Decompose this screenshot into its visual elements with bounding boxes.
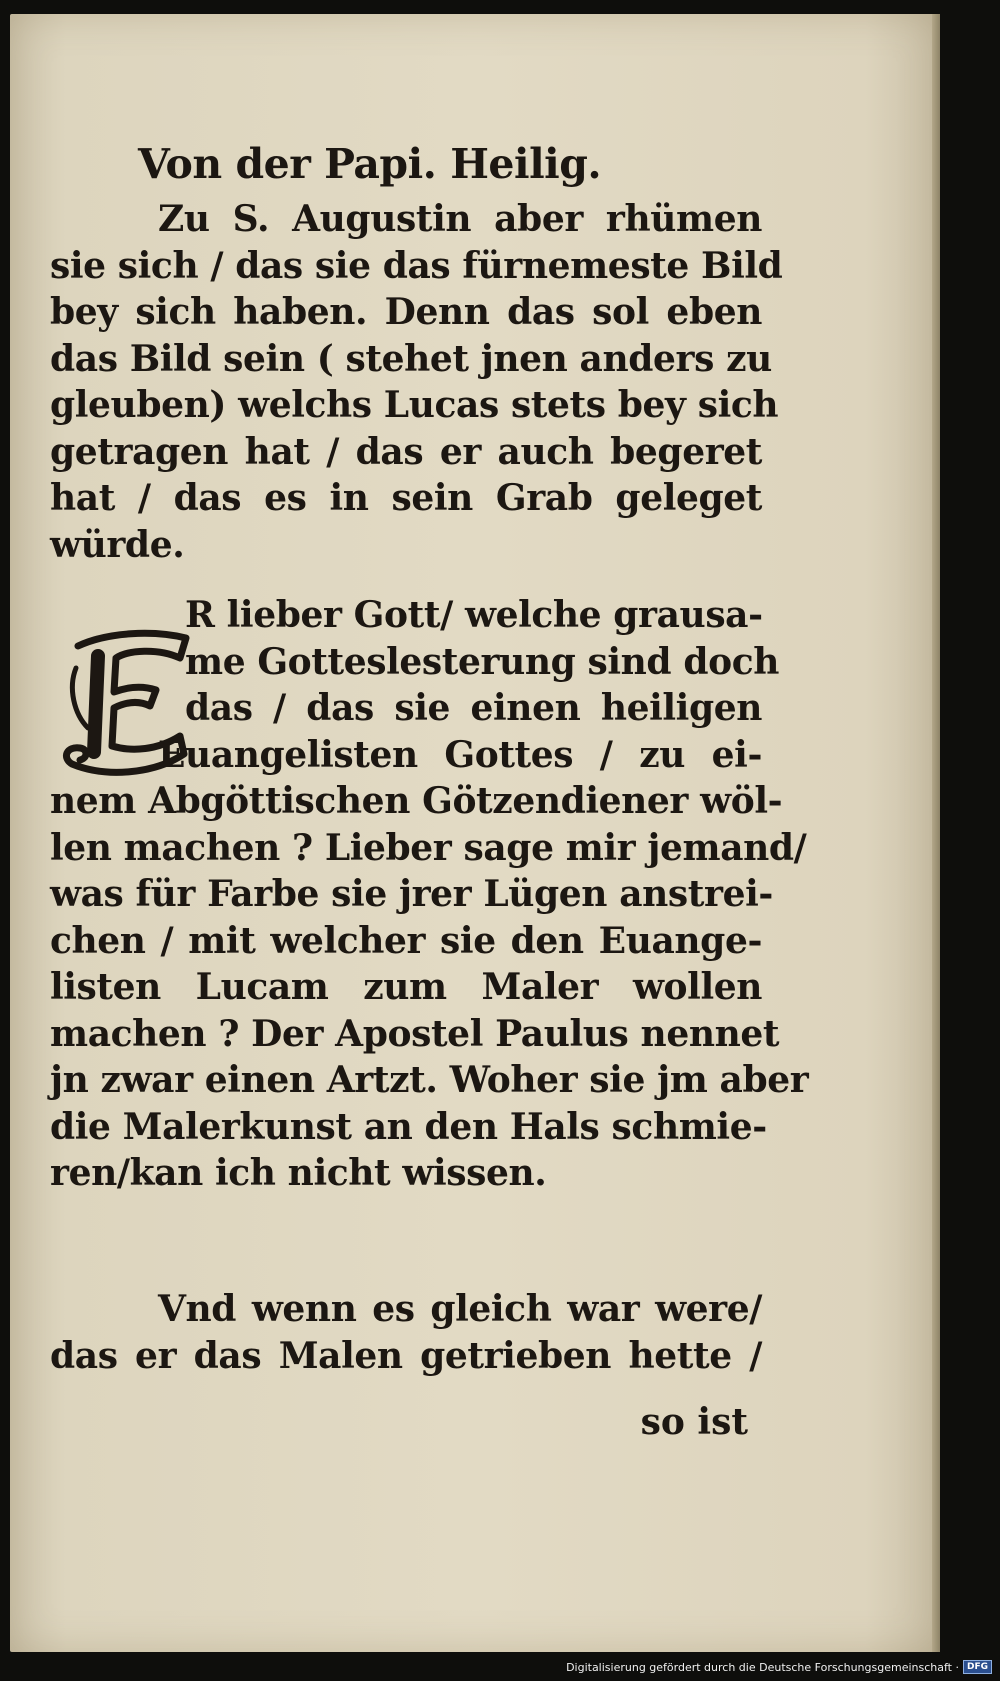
text-line: me Gotteslesterung sind doch xyxy=(185,640,780,683)
paragraph-1 xyxy=(50,196,783,568)
text-line: Euangelisten Gottes / zu ei- xyxy=(158,733,762,776)
text-line: sie sich / das sie das fürnemeste Bild xyxy=(50,244,783,287)
page-edge xyxy=(932,14,940,1652)
text-line: das / das sie einen heiligen xyxy=(185,687,762,729)
text-line: chen / mit welcher sie den Euange- xyxy=(50,919,762,962)
text-line: würde. xyxy=(50,523,185,566)
paragraph-3 xyxy=(50,1286,762,1379)
dfg-logo: DFG xyxy=(963,1660,992,1674)
text-line: die Malerkunst an den Hals schmie- xyxy=(50,1105,767,1148)
text-line: listen Lucam zum Maler wollen xyxy=(50,966,762,1008)
dropcap-letter: E xyxy=(126,736,128,737)
catchword: so ist xyxy=(640,1401,748,1443)
text-line: machen ? Der Apostel Paulus nennet xyxy=(50,1012,780,1055)
text-line: R lieber Gott/ welche grausa- xyxy=(185,594,763,636)
text-line: was für Farbe sie jrer Lügen anstrei- xyxy=(50,873,773,915)
text-line: das er das Malen getrieben hette / xyxy=(50,1334,762,1377)
text-line: nem Abgöttischen Götzendiener wöl- xyxy=(50,780,783,822)
text-line: ren/kan ich nicht wissen. xyxy=(50,1152,547,1194)
text-line: das Bild sein ( stehet jnen anders zu xyxy=(50,337,772,380)
footer-text: Digitalisierung gefördert durch die Deutsche Forschungsgemeinschaft · xyxy=(566,1660,959,1674)
running-head: Von der Papi. Heilig. xyxy=(138,140,602,188)
text-line: Zu S. Augustin aber rhümen xyxy=(158,198,762,240)
text-line: bey sich haben. Denn das sol eben xyxy=(50,291,762,333)
text-line: gleuben) welchs Lucas stets bey sich xyxy=(50,384,779,426)
text-line: hat / das es in sein Grab geleget xyxy=(50,477,762,519)
paragraph-2 xyxy=(50,592,809,1197)
text-line: getragen hat / das er auch begeret xyxy=(50,430,762,473)
text-line: jn zwar einen Artzt. Woher sie jm aber xyxy=(50,1059,809,1101)
text-line: len machen ? Lieber sage mir jemand/ xyxy=(50,826,807,869)
text-line: Vnd wenn es gleich war were/ xyxy=(158,1288,762,1330)
footer-credit xyxy=(566,1655,992,1679)
